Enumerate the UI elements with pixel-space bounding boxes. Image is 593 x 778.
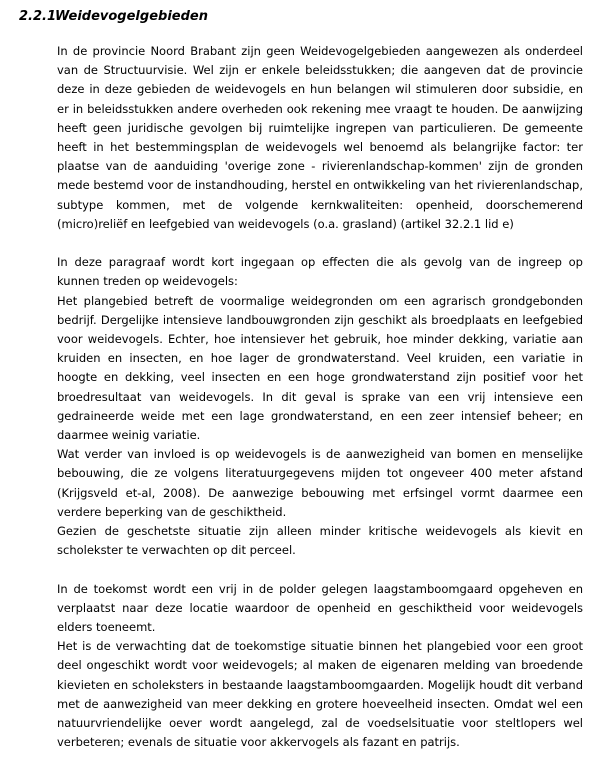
paragraph-intro-effects: In deze paragraaf wordt kort ingegaan op effecten die als gevolg van de ingreep op kunnen treden op weidevogels:: [57, 255, 583, 289]
paragraph-gap: [57, 560, 583, 579]
section-title: Weidevogelgebieden: [55, 9, 208, 24]
section-heading: [19, 9, 208, 24]
section-number: 2.2.1: [19, 9, 57, 24]
paragraph-expectation: Het is de verwachting dat de toekomstige situatie binnen het plangebied voor een groot deel ongeschikt wordt voor weidevogels; al maken de eigenaren melding van broedende kievieten en scholeksters in bestaande laagstamboomgaarden. Mogelijk houdt dit verband met de aanwezigheid van meer dekking en grotere hoeveelheid insecten. Omdat wel een natuurvriendelijke oever wordt aangelegd, zal de voedselsituatie voor steltlopers wel verbeteren; evenals de situatie voor akkervogels als fazant en patrijs.: [57, 639, 583, 750]
paragraph-influence: Wat verder van invloed is op weidevogels is de aanwezigheid van bomen en menselijke bebouwing, die ze volgens literatuurgegevens mijden tot ongeveer 400 meter afstand (Krijgsveld et-al, 2008). De aanwezige bebouwing met erfsingel vormt daarmee een verdere beperking van de geschiktheid.: [57, 447, 583, 519]
section-body: [57, 42, 583, 752]
paragraph-gap: [57, 234, 583, 253]
paragraph-policy: In de provincie Noord Brabant zijn geen Weidevogelgebieden aangewezen als onderdeel van de Structuurvisie. Wel zijn er enkele beleidsstukken; die aangeven dat de provincie deze in deze gebieden de weidevogels en hun belangen wil stimuleren door subsidie, en er in beleidsstukken andere overheden ook rekening mee vraagt te houden. De aanwijzing heeft geen juridische gevolgen bij ruimtelijke ingrepen van particulieren. De gemeente heeft in het bestemmingsplan de weidevogels wel benoemd als belangrijke factor: ter plaatse van de aanduiding 'overige zone - rivierenlandschap-kommen' zijn de gronden mede bestemd voor de instandhouding, herstel en ontwikkeling van het rivierenlandschap, subtype kommen, met de volgende kernkwaliteiten: openheid, doorschemerend (micro)reliëf en leefgebied van weidevogels (o.a. grasland) (artikel 32.2.1 lid e): [57, 44, 583, 231]
paragraph-plan-area: Het plangebied betreft de voormalige weidegronden om een agrarisch grondgebonden bedrijf. Dergelijke intensieve landbouwgronden zijn geschikt als broedplaats en leefgebied voor weidevogels. Echter, hoe intensiever het gebruik, hoe minder dekking, variatie aan kruiden en insecten, en hoe lager de grondwaterstand. Veel kruiden, een variatie in hoogte en dekking, veel insecten en een hoge grondwaterstand zijn positief voor het broedresultaat van weidevogels. In dit geval is sprake van een vrij intensieve een gedraineerde weide met een lage grondwaterstand, en een zeer intensief beheer; en daarmee weinig variatie.: [57, 293, 583, 443]
paragraph-future: In de toekomst wordt een vrij in de polder gelegen laagstamboomgaard opgeheven en verplaatst naar deze locatie waardoor de openheid en geschiktheid voor weidevogels elders toeneemt.: [57, 581, 583, 635]
paragraph-expected-species: Gezien de geschetste situatie zijn alleen minder kritische weidevogels als kievit en scholekster te verwachten op dit perceel.: [57, 524, 583, 558]
